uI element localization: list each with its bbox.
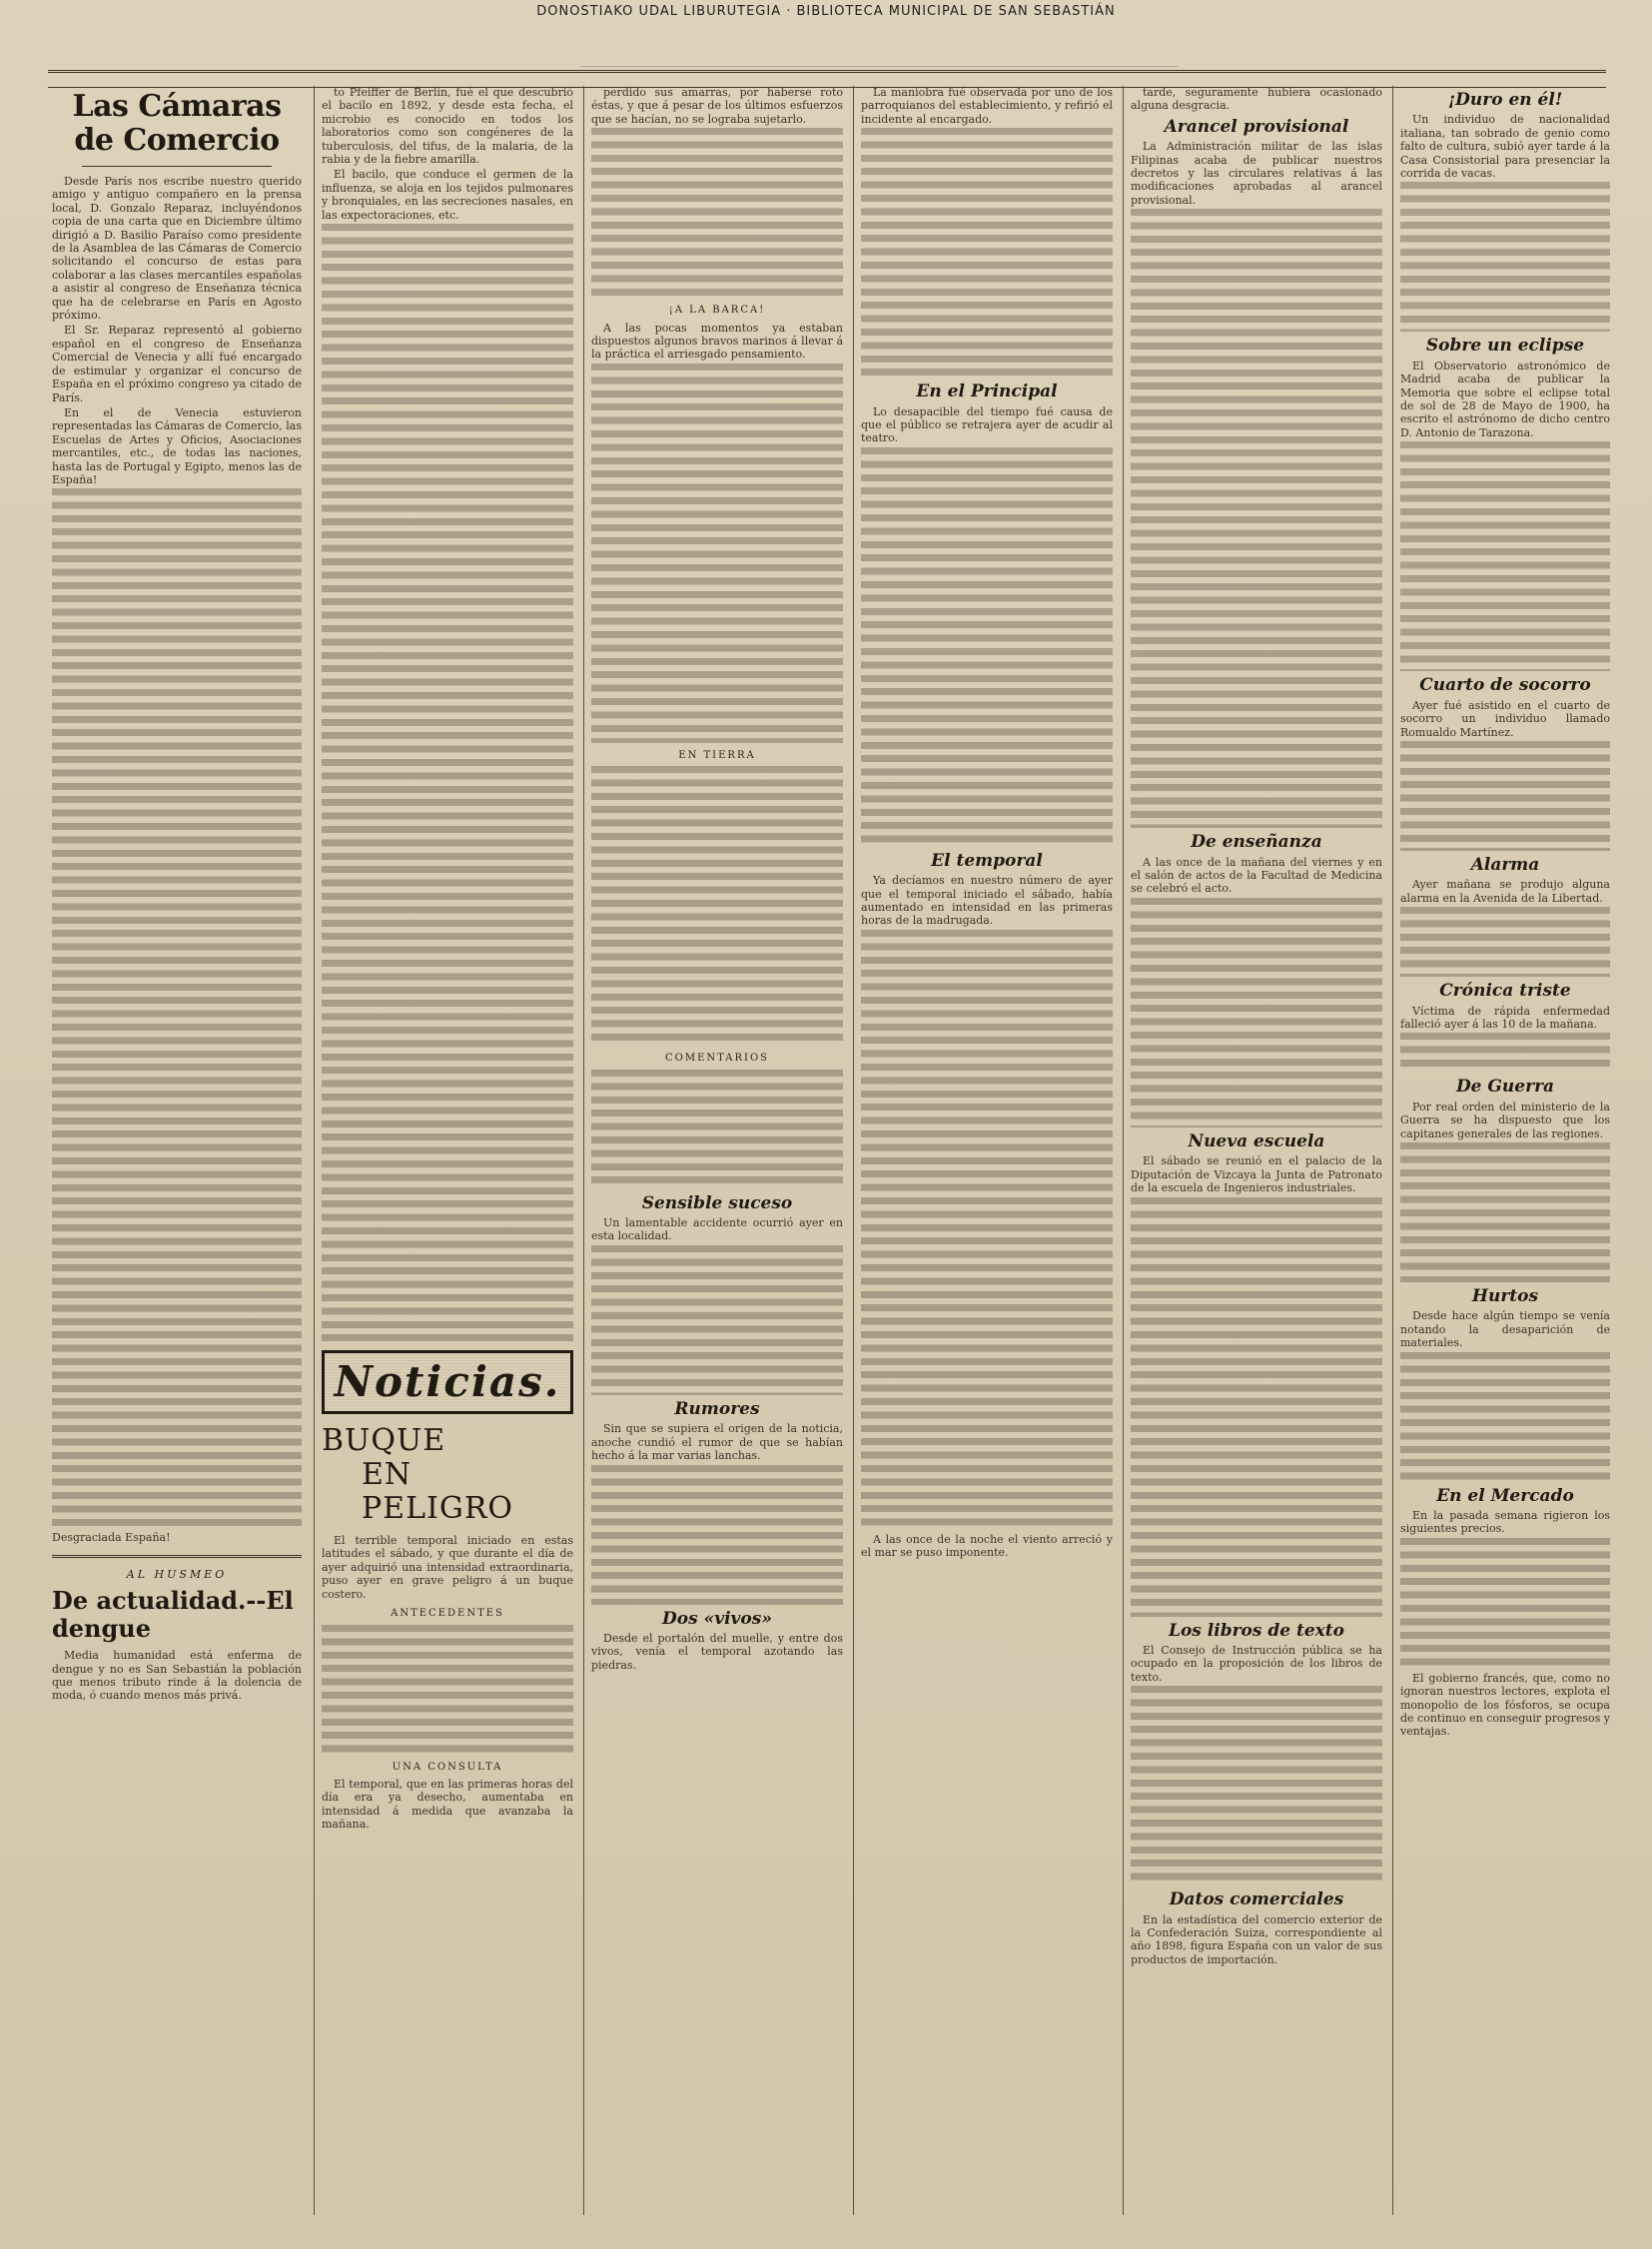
masthead-bleed	[579, 30, 1179, 67]
column-rule	[583, 86, 584, 2215]
article-paragraph: Desde París nos escribe nuestro querido amigo y antiguo compañero en la prensa local, D. Gonzalo Reparaz, incluyéndonos copia de una carta que en Diciembre último dirigió a D. Basilio Paraíso como presidente de la Asamblea de las Cámaras de Comercio solicitando el concurso de estas para colaborar a las clases mercantiles españolas a asistir al congreso de Enseñanza técnica que ha de celebrarse en París en Agosto próximo.	[52, 175, 302, 323]
article-body-text	[1400, 1352, 1610, 1482]
headline-rumores: Rumores	[674, 1398, 760, 1419]
article-body-text	[591, 364, 843, 743]
article-paragraph: El terrible temporal iniciado en estas latitudes el sábado, y que durante el día de ayer adquirió una intensidad extraordinaria, puso ayer en grave peligro á un buque costero.	[322, 1534, 573, 1601]
divider	[82, 166, 272, 167]
headline-hurtos: Hurtos	[1471, 1285, 1539, 1306]
headline-buque-line1: BUQUE	[322, 1423, 446, 1459]
headline-dos-vivos: Dos «vivos»	[662, 1608, 772, 1629]
article-paragraph: Víctima de rápida enfermedad falleció ayer á las 10 de la mañana.	[1400, 1004, 1610, 1031]
column-rule	[314, 86, 315, 2215]
article-paragraph: tarde, seguramente hubiera ocasionado alguna desgracia.	[1131, 86, 1382, 113]
headline-cronica-triste: Crónica triste	[1439, 981, 1571, 1002]
column-3	[591, 86, 843, 2219]
article-paragraph: El gobierno francés, que, como no ignoran nuestros lectores, explota el monopolio de los fósforos, se ocupa de continuo en conseguir progresos y ventajas.	[1400, 1671, 1610, 1739]
headline-eclipse: Sobre un eclipse	[1425, 336, 1585, 357]
headline-buque-line2: EN PELIGRO	[362, 1457, 514, 1527]
article-body-text	[591, 1245, 843, 1395]
headline-guerra: De Guerra	[1455, 1077, 1555, 1098]
subhead-antecedentes: ANTECEDENTES	[391, 1608, 504, 1620]
section-divider	[52, 1555, 302, 1558]
headline-principal: En el Principal	[916, 381, 1058, 402]
column-2	[322, 86, 573, 2219]
headline-dengue: De actualidad.--El dengue	[52, 1586, 294, 1644]
headline-alarma: Alarma	[1470, 854, 1540, 875]
article-body-text	[861, 447, 1113, 847]
headline-ensenanza: De enseñanza	[1191, 832, 1322, 853]
article-signature: Desgraciada España!	[52, 1531, 171, 1545]
article-body-text	[1400, 1033, 1610, 1073]
headline-buque	[322, 1424, 573, 1526]
article-body-text	[591, 766, 843, 1046]
article-paragraph: La maniobra fué observada por uno de los parroquianos del establecimiento, y refirió el incidente al encargado.	[861, 86, 1113, 126]
headline-cuarto-socorro: Cuarto de socorro	[1419, 675, 1591, 696]
subhead-comentarios: COMENTARIOS	[664, 1053, 769, 1065]
subhead-barca: ¡A LA BARCA!	[668, 305, 766, 317]
article-body-text	[591, 128, 843, 298]
article-body-text	[52, 488, 302, 1527]
column-6	[1400, 86, 1610, 2219]
article-paragraph: En el de Venecia estuvieron representadas las Cámaras de Comercio, las Escuelas de Artes y Oficios, Asociaciones mercantiles, etc., de todas las naciones, hasta las de Portugal y Egipto, menos las de España!	[52, 405, 302, 486]
article-body-text	[1400, 1538, 1610, 1668]
article-body-text	[322, 1625, 573, 1755]
article-body-text	[591, 1070, 843, 1189]
article-body-text	[1131, 209, 1382, 828]
article-paragraph: Un individuo de nacionalidad italiana, tan sobrado de genio como falto de cultura, subió ayer tarde á la Casa Consistorial para presenciar la corrida de vacas.	[1400, 113, 1610, 181]
column-1	[52, 86, 302, 2219]
column-rule	[853, 86, 854, 2215]
subhead-tierra: EN TIERRA	[678, 749, 756, 761]
article-paragraph: A las pocas momentos ya estaban dispuestos algunos bravos marinos á llevar á la práctica el arriesgado pensamiento.	[591, 321, 843, 362]
column-5	[1131, 86, 1382, 2219]
article-paragraph: Lo desapacible del tiempo fué causa de que el público se retrajera ayer de acudir al teatro.	[861, 404, 1113, 445]
article-body-text	[1400, 907, 1610, 977]
article-paragraph: Por real orden del ministerio de la Guerra se ha dispuesto que los capitanes generales de las regiones.	[1400, 1100, 1610, 1140]
article-body-text	[1400, 1142, 1610, 1282]
article-paragraph: El sábado se reunió en el palacio de la Diputación de Vizcaya la Junta de Patronato de la escuela de Ingenieros industriales.	[1131, 1154, 1382, 1195]
article-paragraph: En la pasada semana rigieron los siguientes precios.	[1400, 1509, 1610, 1536]
article-paragraph: La Administración militar de las islas Filipinas acaba de publicar nuestros decretos y las circulares relativas á las modificaciones aprobadas al arancel provisional.	[1131, 140, 1382, 207]
article-paragraph: El bacilo, que conduce el germen de la influenza, se aloja en los tejidos pulmonares y bronquiales, en las secreciones nasales, en las expectoraciones, etc.	[322, 168, 573, 222]
article-paragraph: El Sr. Reparaz representó al gobierno español en el congreso de Enseñanza Comercial de Venecia y allí fué encargado de estimular y organizar el concurso de España en el próximo congreso ya citado de París.	[52, 324, 302, 404]
column-rule	[1123, 86, 1124, 2215]
article-paragraph: El Observatorio astronómico de Madrid acaba de publicar la Memoria que sobre el eclipse total de sol de 28 de Mayo de 1900, ha escrito el astrónomo de dicho centro D. Antonio de Tarazona.	[1400, 359, 1610, 439]
article-paragraph: Ayer fué asistido en el cuarto de socorro un individuo llamado Romualdo Martínez.	[1400, 698, 1610, 739]
headline-camaras: Las Cámaras de Comercio	[72, 89, 282, 158]
headline-libros-texto: Los libros de texto	[1169, 1620, 1344, 1641]
article-paragraph: Media humanidad está enferma de dengue y no es San Sebastián la población que menos tributo rinde á la dolencia de moda, ó cuando menos más privá.	[52, 1649, 302, 1703]
article-body-text	[1131, 1686, 1382, 1885]
article-paragraph: Un lamentable accidente ocurrió ayer en esta localidad.	[591, 1216, 843, 1243]
article-body-text	[861, 128, 1113, 377]
article-paragraph: Sin que se supiera el origen de la noticia, anoche cundió el rumor de que se habían hecho á la mar varias lanchas.	[591, 1422, 843, 1463]
headline-nueva-escuela: Nueva escuela	[1188, 1130, 1325, 1151]
headline-temporal: El temporal	[931, 850, 1043, 871]
article-paragraph: El temporal, que en las primeras horas del día era ya desecho, aumentaba en intensidad á medida que avanzaba la mañana.	[322, 1777, 573, 1832]
column-rule	[1392, 86, 1393, 2215]
article-body-text	[591, 1465, 843, 1605]
noticias-banner: Noticias.	[322, 1350, 573, 1414]
article-body-text	[1131, 898, 1382, 1127]
article-paragraph: A las once de la noche el viento arreció y el mar se puso imponente.	[861, 1532, 1113, 1560]
article-paragraph: perdido sus amarras, por haberse roto éstas, y que á pesar de los últimos esfuerzos que se hacían, no se lograba sujetarlo.	[591, 86, 843, 126]
article-body-text	[322, 224, 573, 1342]
headline-arancel: Arancel provisional	[1164, 116, 1349, 137]
article-paragraph: Ayer mañana se produjo alguna alarma en la Avenida de la Libertad.	[1400, 878, 1610, 905]
article-paragraph: to Pfeiffer de Berlín, fué el que descubrió el bacilo en 1892, y desde esta fecha, el microbio es conocido en todos los laboratorios como son congéneres de la tuberculosis, del tifus, de la malaria, de la rabia y de la fiebre amarilla.	[322, 86, 573, 167]
article-body-text	[1400, 741, 1610, 851]
section-label-husmeo: AL HUSMEO	[126, 1567, 228, 1581]
article-paragraph: En la estadística del comercio exterior de la Confederación Suiza, correspondiente al año 1898, figura España con un valor de sus productos de importación.	[1131, 1912, 1382, 1966]
column-4	[861, 86, 1113, 2219]
article-paragraph: Desde hace algún tiempo se venía notando la desaparición de materiales.	[1400, 1309, 1610, 1350]
subhead-consulta: UNA CONSULTA	[392, 1761, 503, 1773]
article-paragraph: Ya decíamos en nuestro número de ayer que el temporal iniciado el sábado, había aumentado en intensidad en las primeras horas de la madrugada.	[861, 874, 1113, 928]
article-body-text	[861, 930, 1113, 1529]
article-body-text	[1400, 182, 1610, 332]
article-body-text	[1131, 1197, 1382, 1617]
headline-datos-comerciales: Datos comerciales	[1169, 1889, 1344, 1910]
headline-mercado: En el Mercado	[1436, 1485, 1574, 1506]
article-body-text	[1400, 441, 1610, 671]
archive-banner: DONOSTIAKO UDAL LIBURUTEGIA · BIBLIOTECA MUNICIPAL DE SAN SEBASTIÁN	[536, 4, 1116, 19]
article-paragraph: El Consejo de Instrucción pública se ha ocupado en la proposición de los libros de texto.	[1131, 1643, 1382, 1684]
headline-sensible-suceso: Sensible suceso	[641, 1192, 793, 1213]
headline-duro: ¡Duro en él!	[1447, 90, 1563, 110]
article-paragraph: A las once de la mañana del viernes y en el salón de actos de la Facultad de Medicina se celebró el acto.	[1131, 855, 1382, 896]
article-paragraph: Desde el portalón del muelle, y entre dos vivos, venía el temporal azotando las piedras.	[591, 1631, 843, 1672]
